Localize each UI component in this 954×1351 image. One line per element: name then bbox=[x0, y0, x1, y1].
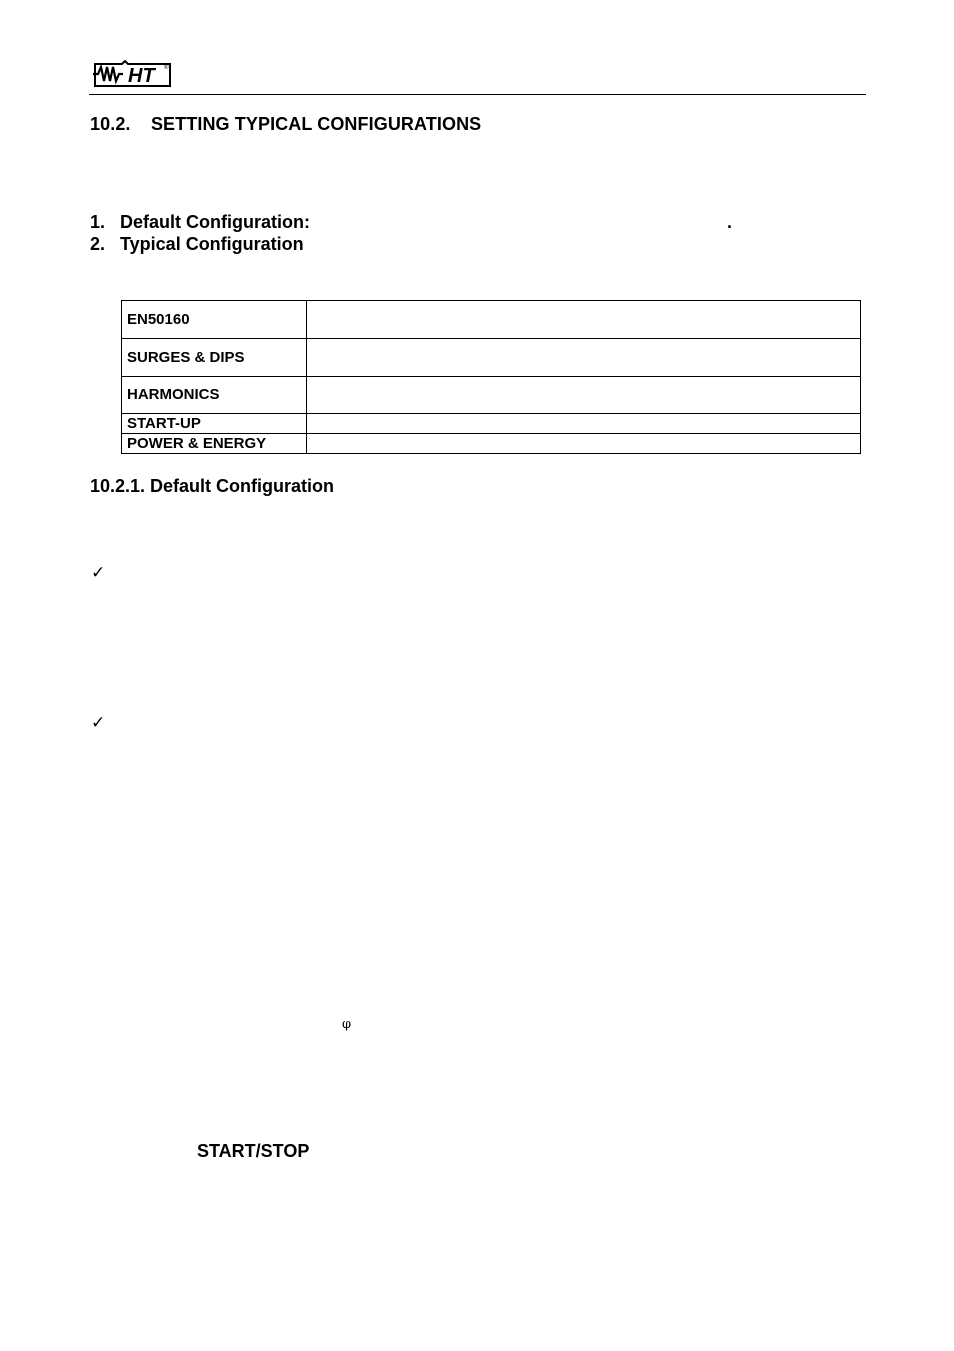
config-description bbox=[307, 377, 861, 414]
config-description bbox=[307, 414, 861, 434]
configuration-list bbox=[90, 211, 733, 255]
config-name-harmonics: HARMONICS bbox=[122, 377, 307, 414]
start-stop-key-label: START/STOP bbox=[197, 1141, 310, 1161]
table-row bbox=[122, 414, 861, 434]
ht-logo bbox=[92, 60, 172, 88]
checkmark-icon: ✓ bbox=[91, 713, 106, 733]
config-name-power-energy: POWER & ENERGY bbox=[122, 434, 307, 454]
checkmark-icon: ✓ bbox=[91, 563, 106, 583]
phi-symbol: φ bbox=[342, 1017, 352, 1032]
list-item bbox=[90, 233, 310, 255]
list-label-typical-configuration: Typical Configuration bbox=[120, 234, 304, 254]
config-name-en50160: EN50160 bbox=[122, 301, 307, 339]
config-description bbox=[307, 301, 861, 339]
section-heading bbox=[90, 114, 481, 135]
config-name-start-up: START-UP bbox=[122, 414, 307, 434]
header-rule bbox=[89, 94, 866, 95]
table-row bbox=[122, 377, 861, 414]
table-row bbox=[122, 301, 861, 339]
section-title: SETTING TYPICAL CONFIGURATIONS bbox=[150, 114, 482, 134]
list-label-default-configuration: Default Configuration: bbox=[120, 212, 310, 232]
table-row bbox=[122, 339, 861, 377]
list-number: 2. bbox=[90, 234, 106, 254]
list-number: 1. bbox=[90, 212, 106, 232]
configuration-table bbox=[121, 300, 861, 454]
config-name-surges-dips: SURGES & DIPS bbox=[122, 339, 307, 377]
subsection-heading: 10.2.1. Default Configuration bbox=[90, 476, 335, 496]
list-item bbox=[90, 211, 733, 233]
logo-registered-mark: ® bbox=[164, 65, 169, 71]
table-row bbox=[122, 434, 861, 454]
section-number: 10.2. bbox=[90, 114, 131, 134]
config-description bbox=[307, 339, 861, 377]
list-trailing-period: . bbox=[727, 212, 733, 232]
logo-text: HT bbox=[128, 65, 155, 87]
config-description bbox=[307, 434, 861, 454]
